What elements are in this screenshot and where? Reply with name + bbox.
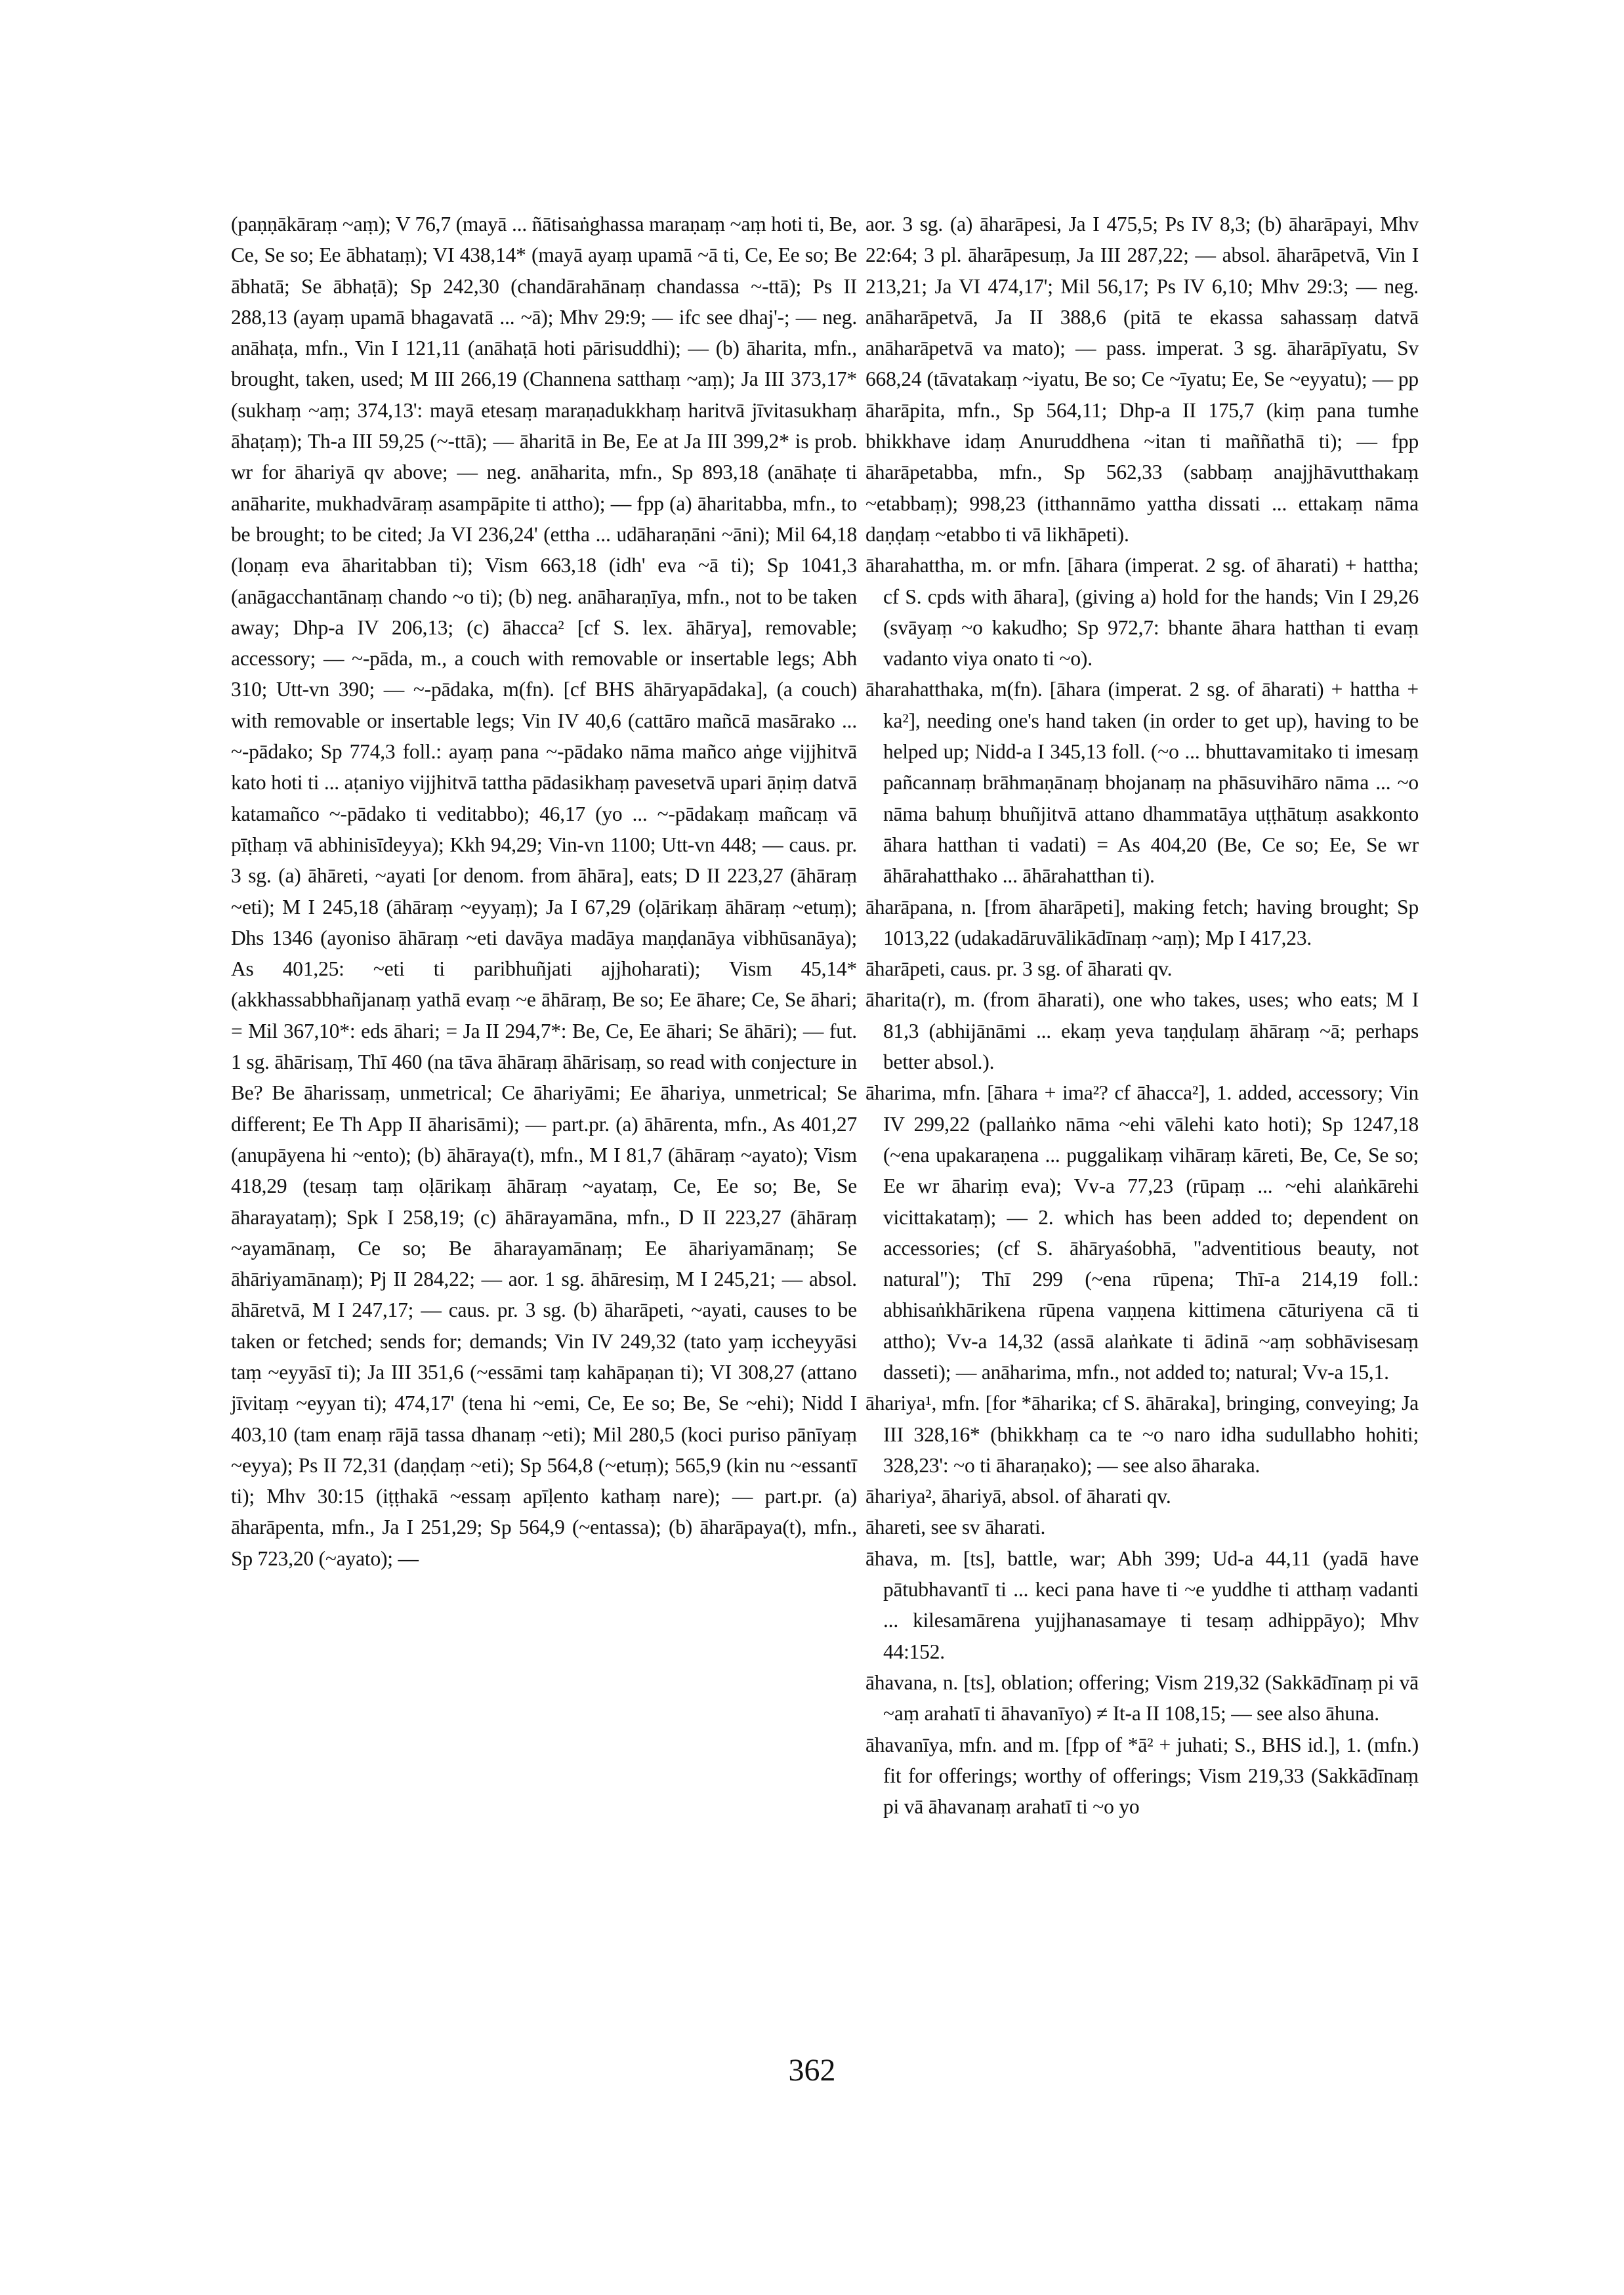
entry-ahavaniya: āhavanīya, mfn. and m. [fpp of *ā² + juhati; S., BHS id.], 1. (mfn.) fit for offerings; worthy of offerings; Vism 219,33 (Sakkādīnaṃ pi vā āhavanaṃ arahatī ti ~o yo <box>865 1733 1419 1819</box>
entry-ahariya-2: āhariya², āhariyā, absol. of āharati qv. <box>865 1485 1171 1508</box>
entry-aharahattha: āharahattha, m. or mfn. [āhara (imperat. 2 sg. of āharati) + hattha; cf S. cpds with āhara], (giving a) hold for the hands; Vin I 29,26 (svāyaṃ ~o kakudho; Sp 972,7: bhante āhara hatthan ti evaṃ vadanto viya onato ti ~o). <box>865 554 1419 671</box>
right-column-continuation: aor. 3 sg. (a) āharāpesi, Ja I 475,5; Ps IV 8,3; (b) āharāpayi, Mhv 22:64; 3 pl. āharāpesuṃ, Ja III 287,22; — absol. āharāpetvā, Vin I 213,21; Ja VI 474,17'; Mil 56,17; Ps IV 6,10; Mhv 29:3; — neg. anāharāpetvā, Ja II 388,6 (pitā te ekassa sahassaṃ datvā anāharāpetvā va mato); — pass. imperat. 3 sg. āharāpīyatu, Sv 668,24 (tāvatakaṃ ~iyatu, Be so; Ce ~īyatu; Ee, Se ~eyyatu); — pp āharāpita, mfn., Sp 564,11; Dhp-a II 175,7 (kiṃ pana tumhe bhikkhave idaṃ Anuruddhena ~itan ti maññathā ti); — fpp āharāpetabba, mfn., Sp 562,33 (sabbaṃ anajjhāvutthakaṃ ~etabbaṃ); 998,23 (itthannāmo yattha dissati ... ettakaṃ nāma daṇḍaṃ ~etabbo ti vā likhāpeti). <box>865 213 1419 546</box>
entry-ahareti: āhareti, see sv āharati. <box>865 1516 1046 1539</box>
left-column <box>231 209 857 1574</box>
entry-ahariya-1: āhariya¹, mfn. [for *āharika; cf S. āhāraka], bringing, conveying; Ja III 328,16* (bhikkhaṃ ca te ~o naro idha sudullabho hohiti; 328,23': ~o ti āharaṇako); — see also āharaka. <box>865 1392 1419 1477</box>
left-column-text: (paṇṇākāraṃ ~aṃ); V 76,7 (mayā ... ñātisaṅghassa maraṇaṃ ~aṃ hoti ti, Be, Ce, Se so; Ee ābhataṃ); VI 438,14* (mayā ayaṃ upamā ~ā ti, Ce, Ee so; Be ābhatā; Se ābhaṭā); Sp 242,30 (chandārahānaṃ chandassa ~-ttā); Ps II 288,13 (ayaṃ upamā bhagavatā ... ~ā); Mhv 29:9; — ifc see dhaj'-; — neg. anāhaṭa, mfn., Vin I 121,11 (anāhaṭā hoti pārisuddhi); — (b) āharita, mfn., brought, taken, used; M III 266,19 (Channena satthaṃ ~aṃ); Ja III 373,17* (sukhaṃ ~aṃ; 374,13': mayā etesaṃ maraṇadukkhaṃ haritvā jīvitasukhaṃ āhaṭaṃ); Th-a III 59,25 (~-ttā); — āharitā in Be, Ee at Ja III 399,2* is prob. wr for āhariyā qv above; — neg. anāharita, mfn., Sp 893,18 (anāhaṭe ti anāharite, mukhadvāraṃ asampāpite ti attho); — fpp (a) āharitabba, mfn., to be brought; to be cited; Ja VI 236,24' (ettha ... udāharaṇāni ~āni); Mil 64,18 (loṇaṃ eva āharitabban ti); Vism 663,18 (idh' eva ~ā ti); Sp 1041,3 (anāgacchantānaṃ chando ~o ti); (b) neg. anāharaṇīya, mfn., not to be taken away; Dhp-a IV 206,13; (c) āhacca² [cf S. lex. āhārya], removable; accessory; — ~-pāda, m., a couch with removable or insertable legs; Abh 310; Utt-vn 390; — ~-pādaka, m(fn). [cf BHS āhāryapādaka], (a couch) with removable or insertable legs; Vin IV 40,6 (cattāro mañcā masārako ... ~-pādako; Sp 774,3 foll.: ayaṃ pana ~-pādako nāma mañco aṅge vijjhitvā kato hoti ti ... aṭaniyo vijjhitvā tattha pādasikhaṃ pavesetvā upari āṇiṃ datvā katamañco ~-pādako ti veditabbo); 46,17 (yo ... ~-pādakaṃ mañcaṃ vā pīṭhaṃ vā abhinisīdeyya); Kkh 94,29; Vin-vn 1100; Utt-vn 448; — caus. pr. 3 sg. (a) āhāreti, ~ayati [or denom. from āhāra], eats; D II 223,27 (āhāraṃ ~eti); M I 245,18 (āhāraṃ ~eyyaṃ); Ja I 67,29 (oḷārikaṃ āhāraṃ ~etuṃ); Dhs 1346 (ayoniso āhāraṃ ~eti davāya madāya maṇḍanāya vibhūsanāya); As 401,25: ~eti ti paribhuñjati ajjhoharati); Vism 45,14* (akkhassabbhañjanaṃ yathā evaṃ ~e āhāraṃ, Be so; Ee āhare; Ce, Se āhari; = Mil 367,10*: eds āhari; = Ja II 294,7*: Be, Ce, Ee āhari; Se āhāri); — fut. 1 sg. āhārisaṃ, Thī 460 (na tāva āhāraṃ āhārisaṃ, so read with conjecture in Be? Be āharissaṃ, unmetrical; Ce āhariyāmi; Ee āhariya, unmetrical; Se different; Ee Th App II āharisāmi); — part.pr. (a) āhārenta, mfn., As 401,27 (anupāyena hi ~ento); (b) āhāraya(t), mfn., M I 81,7 (āhāraṃ ~ayato); Vism 418,29 (tesaṃ taṃ oḷārikaṃ āhāraṃ ~ayataṃ, Ce, Ee so; Be, Se āharayataṃ); Spk I 258,19; (c) āhārayamāna, mfn., D II 223,27 (āhāraṃ ~ayamānaṃ, Ce so; Be āharayamānaṃ; Ee āhariyamānaṃ; Se āhāriyamānaṃ); Pj II 284,22; — aor. 1 sg. āhāresiṃ, M I 245,21; — absol. āhāretvā, M I 247,17; — caus. pr. 3 sg. (b) āharāpeti, ~ayati, causes to be taken or fetched; sends for; demands; Vin IV 249,32 (tato yaṃ iccheyyāsi taṃ ~eyyāsī ti); Ja III 351,6 (~essāmi taṃ kahāpaṇan ti); VI 308,27 (attano jīvitaṃ ~eyyan ti); 474,17' (tena hi ~emi, Ce, Ee so; Be, Se ~ehi); Nidd I 403,10 (tam enaṃ rājā tassa dhanaṃ ~eti); Mil 280,5 (koci puriso pānīyaṃ ~eyya); Ps II 72,31 (daṇḍaṃ ~eti); Sp 564,8 (~etuṃ); 565,9 (kin nu ~essantī ti); Mhv 30:15 (iṭṭhakā ~essaṃ apīḷento kathaṃ nare); — part.pr. (a) āharāpenta, mfn., Ja I 251,29; Sp 564,9 (~entassa); (b) āharāpaya(t), mfn., Sp 723,20 (~ayato); — <box>231 213 857 1570</box>
right-column <box>865 209 1419 1822</box>
entry-ahava: āhava, m. [ts], battle, war; Abh 399; Ud-a 44,11 (yadā have pātubhavantī ti ... keci pana have ti ~e yuddhe ti atthaṃ vadanti ... kilesamārena yujjhanasamaye ti tesaṃ adhippāyo); Mhv 44:152. <box>865 1546 1419 1663</box>
entry-aharapana: āharāpana, n. [from āharāpeti], making fetch; having brought; Sp 1013,22 (udakadāruvālikādīnaṃ ~aṃ); Mp I 417,23. <box>865 895 1419 949</box>
entry-aharitar: āharita(r), m. (from āharati), one who takes, uses; who eats; M I 81,3 (abhijānāmi ... ekaṃ yeva taṇḍulaṃ āhāraṃ ~ā; perhaps better absol.). <box>865 988 1419 1074</box>
entry-aharapeti: āharāpeti, caus. pr. 3 sg. of āharati qv. <box>865 957 1173 981</box>
page-number: 362 <box>788 2053 836 2088</box>
entry-aharima: āharima, mfn. [āhara + ima²? cf āhacca²], 1. added, accessory; Vin IV 299,22 (pallaṅko nāma ~ehi vālehi kato hoti); Sp 1247,18 (~ena upakaraṇena ... puggalikaṃ vihāraṃ kāreti, Be, Ce, Se so; Ee wr āhariṃ eva); Vv-a 77,23 (rūpaṃ ... ~ehi alaṅkārehi vicittakataṃ); — 2. which has been added to; dependent on accessories; (cf S. āhāryaśobhā, "adventitious beauty, not natural"); Thī 299 (~ena rūpena; Thī-a 214,19 foll.: abhisaṅkhārikena rūpena vaṇṇena kittimena cāturiyena cā ti attho); Vv-a 14,32 (assā alaṅkate ti ādinā ~aṃ sobhāvisesaṃ dasseti); — anāharima, mfn., not added to; natural; Vv-a 15,1. <box>865 1081 1419 1384</box>
entry-aharahatthaka: āharahatthaka, m(fn). [āhara (imperat. 2 sg. of āharati) + hattha + ka²], needing one's hand taken (in order to get up), having to be helped up; Nidd-a I 345,13 foll. (~o ... bhuttavamitako ti imesaṃ pañcannaṃ brāhmaṇānaṃ bhojanaṃ na phāsuvihāro nāma ... ~o nāma bahuṃ bhuñjitvā attano dhammatāya uṭṭhātuṃ asakkonto āhara hatthan ti vadati) = As 404,20 (Be, Ce so; Ee, Se wr āhārahatthako ... āhārahatthan ti). <box>865 678 1419 888</box>
entry-ahavana: āhavana, n. [ts], oblation; offering; Vism 219,32 (Sakkādīnaṃ pi vā ~aṃ arahatī ti āhavanīyo) ≠ It-a II 108,15; — see also āhuna. <box>865 1670 1419 1726</box>
